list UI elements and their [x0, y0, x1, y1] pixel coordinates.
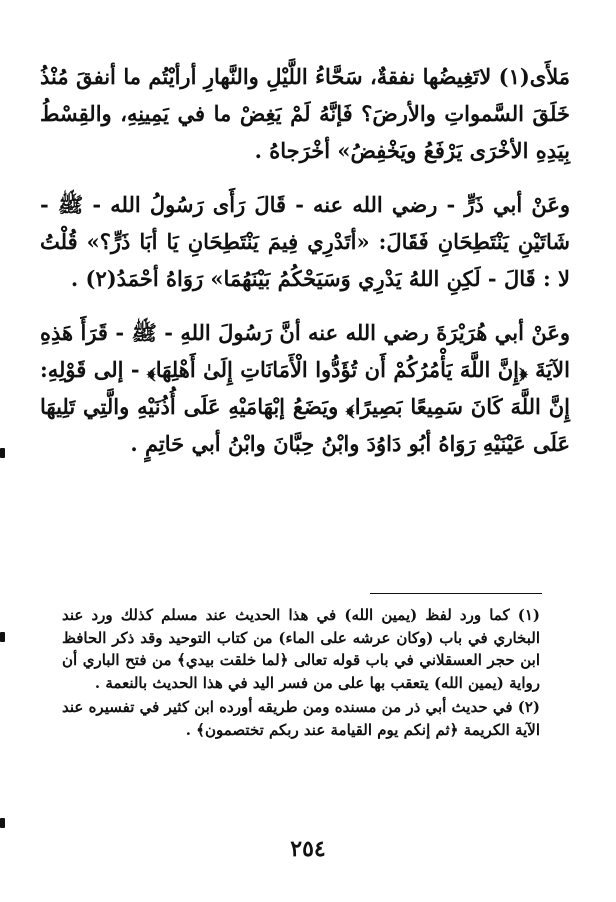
footnotes [62, 604, 540, 741]
footnote-2: (٢) في حديث أبي ذر من مسنده ومن طريقه أورده ابن كثير في تفسيره عند الآية الكريمة ﴿ثم إنكم يوم القيامة عند ربكم تختصمون﴾ . [62, 698, 540, 739]
page-number: ٢٥٤ [290, 836, 326, 862]
footnote-divider [370, 593, 542, 594]
paragraph-2: وعَنْ أبي ذَرٍّ - رضي الله عنه - قَالَ رَأَى رَسُولُ الله - ﷺ - شَاتَيْنِ يَنْتَطِحَانِ فَقَالَ: «أتَدْرِي فِيمَ يَنْتَطِحَانِ يَا أبَا ذَرٍّ؟» قُلْتُ لا : قَالَ - لَكِنِ اللهُ يَدْرِي وَسَيَحْكُمُ بَيْنَهُمَا» رَوَاهُ أحْمَدُ(٢) . [40, 192, 570, 291]
scan-edge-mark [0, 448, 5, 458]
footnote-1: (١) كما ورد لفظ (يمين الله) في هذا الحديث عند مسلم كذلك ورد عند البخاري في باب (وكان عرشه على الماء) من كتاب التوحيد وقد ذكر الحافظ ابن حجر العسقلاني في باب قوله تعالى ﴿لما خلقت بيدي﴾ من فتح الباري أن رواية (يمين الله) يتعقب بها على من فسر اليد في هذا الحديث بالنعمة . [62, 606, 541, 692]
scan-edge-mark [0, 818, 5, 828]
scan-edge-mark [0, 632, 5, 642]
main-text [40, 58, 570, 462]
paragraph-3: وعَنْ أبي هُرَيْرَةَ رضي الله عنه أنَّ رَسُولَ اللهِ - ﷺ - قَرَأَ هَذِهِ الآيَةَ ﴿إِنَّ اللَّهَ يَأْمُرُكُمْ أَن تُؤَدُّوا الْأَمَانَاتِ إِلَىٰ أَهْلِهَا﴾ - إلى قَوْلِهِ: إِنَّ اللَّهَ كَانَ سَمِيعًا بَصِيرًا﴾ ويَضَعُ إبْهَامَيْهِ عَلَى أُذُنَيْهِ والَّتِي تَلِيهَا عَلَى عَيْنَيْهِ رَوَاهُ أبُو دَاوُدَ وابْنُ حِبَّانَ وابْنُ أبي حَاتِمٍ . [40, 320, 570, 456]
paragraph-1: مَلأَى(١) لاتَغِيضُها نفقةٌ، سَحَّاءُ اللَّيْلِ والنَّهارِ أرأيْتُم ما أنفقَ مُنْذُ خَلَقَ السَّمواتِ والأرضَ؟ فَإنَّهُ لَمْ يَغِضْ ما في يَمِينِهِ، والقِسْطُ بِيَدِهِ الأخْرَى يَرْفَعُ ويَخْفِضُ» أخْرَجاهُ . [40, 64, 570, 163]
